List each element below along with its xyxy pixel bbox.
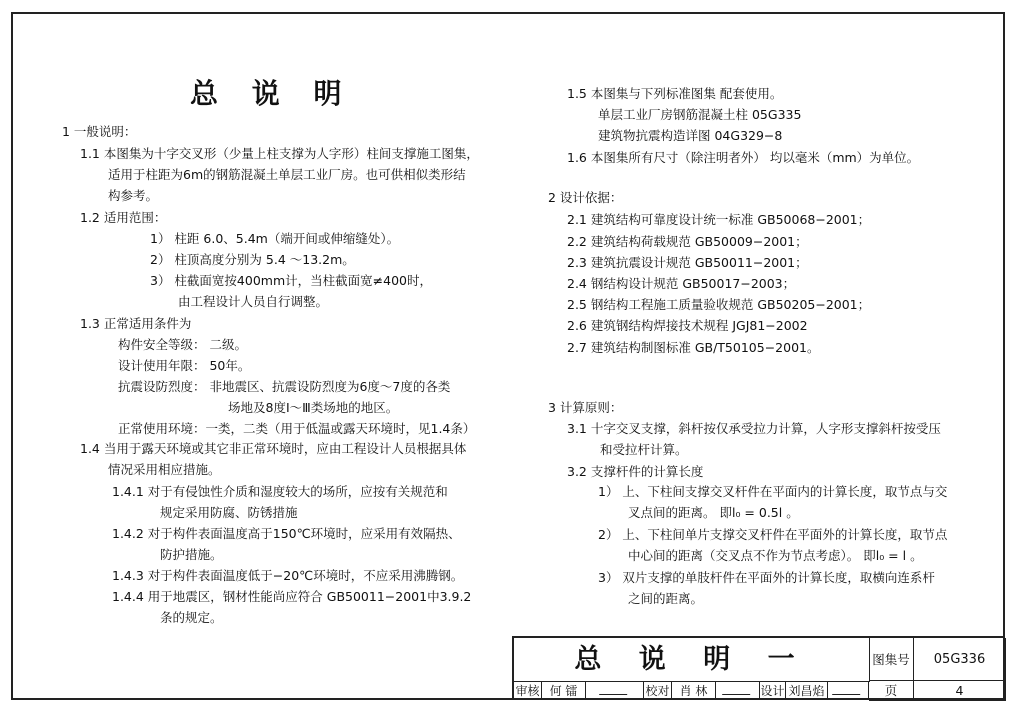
left-text-line: 1） 柱距 6.0、5.4m（端开间或伸缩缝处）。 [150, 231, 400, 246]
left-text-line: 适用于柱距为6m的钢筋混凝土单层工业厂房。也可供相似类形结 [108, 167, 466, 182]
review-name: 何 镭 [542, 682, 586, 700]
right-text-line: 之间的距离。 [628, 591, 704, 606]
right-text-line: 中心间的距离（交叉点不作为节点考虑）。 即l₀ = l 。 [628, 548, 923, 563]
right-text-line: 3 计算原则： [548, 400, 623, 415]
left-text-line: 1.4.3 对于构件表面温度低于−20℃环境时，不应采用沸腾钢。 [112, 568, 464, 583]
left-text-line: 抗震设防烈度： 非地震区、抗震设防烈度为6度～7度的各类 [118, 379, 451, 394]
left-text-line: 规定采用防腐、防锈措施 [160, 505, 298, 520]
right-text-line: 和受拉杆计算。 [600, 442, 688, 457]
right-text-line: 2 设计依据： [548, 190, 623, 205]
check-name: 肖 林 [672, 682, 716, 700]
right-text-line: 1.5 本图集与下列标准图集 配套使用。 [567, 86, 783, 101]
page-label: 页 [869, 681, 914, 701]
left-text-line: 1.2 适用范围： [80, 210, 167, 225]
right-text-line: 2.6 建筑钢结构焊接技术规程 JGJ81−2002 [567, 318, 808, 333]
right-text-line: 叉点间的距离。 即l₀ = 0.5l 。 [628, 505, 799, 520]
design-name: 刘昌焰 [786, 682, 828, 700]
left-text-line: 1.3 正常适用条件为 [80, 316, 192, 331]
right-text-line: 2.3 建筑抗震设计规范 GB50011−2001； [567, 255, 808, 270]
right-text-line: 单层工业厂房钢筋混凝土柱 05G335 [598, 107, 802, 122]
page-number: 4 [914, 681, 1006, 701]
right-text-line: 3） 双片支撑的单肢杆件在平面外的计算长度，取横向连系杆 [598, 570, 935, 585]
left-text-line: 构件安全等级： 二级。 [118, 337, 247, 352]
right-text-line: 2.5 钢结构工程施工质量验收规范 GB50205−2001； [567, 297, 871, 312]
left-text-line: 1.4 当用于露天环境或其它非正常环境时，应由工程设计人员根据具体 [80, 441, 467, 456]
page-title: 总 说 明 [190, 77, 354, 110]
right-text-line: 1） 上、下柱间支撑交叉杆件在平面内的计算长度，取节点与交 [598, 484, 948, 499]
left-text-line: 2） 柱顶高度分别为 5.4 ～13.2m。 [150, 252, 355, 267]
title-block-heading: 总 说 明 一 [514, 638, 870, 682]
check-signature [716, 682, 760, 700]
left-text-line: 1.4.4 用于地震区，钢材性能尚应符合 GB50011−2001中3.9.2 [112, 589, 472, 604]
right-text-line: 3.2 支撑杆件的计算长度 [567, 464, 704, 479]
review-signature [586, 682, 644, 700]
review-label: 审核 [514, 682, 542, 700]
check-label: 校对 [644, 682, 672, 700]
right-text-line: 建筑物抗震构造详图 04G329−8 [598, 128, 783, 143]
right-text-line: 2） 上、下柱间单片支撑交叉杆件在平面外的计算长度，取节点 [598, 527, 948, 542]
left-text-line: 构参考。 [108, 188, 159, 203]
design-signature [828, 682, 869, 700]
left-text-line: 情况采用相应措施。 [108, 462, 221, 477]
atlas-no-label: 图集号 [869, 638, 914, 681]
left-text-line: 防护措施。 [160, 547, 223, 562]
design-label: 设计 [760, 684, 785, 698]
left-text-line: 设计使用年限： 50年。 [118, 358, 251, 373]
right-text-line: 1.6 本图集所有尺寸（除注明者外） 均以毫米（mm）为单位。 [567, 150, 920, 165]
left-text-line: 3） 柱截面宽按400mm计，当柱截面宽≠400时， [150, 273, 432, 288]
right-text-line: 2.4 钢结构设计规范 GB50017−2003； [567, 276, 796, 291]
left-text-line: 1.1 本图集为十字交叉形（少量上柱支撑为人字形）柱间支撑施工图集， [80, 146, 479, 161]
atlas-no: 05G336 [914, 638, 1006, 681]
right-text-line: 3.1 十字交叉支撑，斜杆按仅承受拉力计算，人字形支撑斜杆按受压 [567, 421, 941, 436]
left-text-line: 1.4.2 对于构件表面温度高于150℃环境时，应采用有效隔热、 [112, 526, 461, 541]
left-text-line: 由工程设计人员自行调整。 [178, 294, 329, 309]
left-text-line: 正常使用环境：一类，二类（用于低温或露天环境时，见1.4条） [118, 421, 476, 436]
right-text-line: 2.2 建筑结构荷载规范 GB50009−2001； [567, 234, 808, 249]
left-text-line: 1 一般说明： [62, 124, 137, 139]
left-text-line: 1.4.1 对于有侵蚀性介质和湿度较大的场所，应按有关规范和 [112, 484, 448, 499]
left-text-line: 条的规定。 [160, 610, 223, 625]
right-text-line: 2.1 建筑结构可靠度设计统一标准 GB50068−2001； [567, 212, 871, 227]
title-block [512, 636, 1004, 699]
left-text-line: 场地及8度Ⅰ～Ⅲ类场地的地区。 [228, 400, 399, 415]
right-text-line: 2.7 建筑结构制图标准 GB/T50105−2001。 [567, 340, 820, 355]
